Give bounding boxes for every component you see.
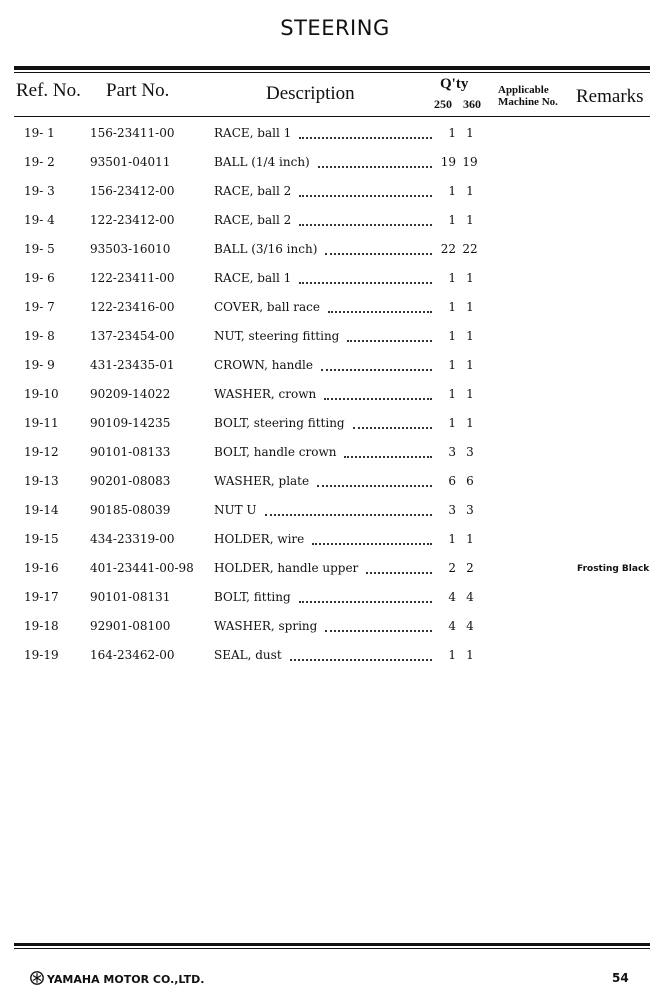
description <box>214 126 432 140</box>
table-row <box>0 184 670 213</box>
ref-no: 19-10 <box>24 387 59 401</box>
qty-250: 2 <box>448 561 456 575</box>
qty-250: 1 <box>448 271 456 285</box>
qty-360: 19 <box>462 155 478 169</box>
ref-no: 19- 5 <box>24 242 55 256</box>
part-no: 90101-08131 <box>90 590 171 604</box>
table-header <box>0 70 670 116</box>
description <box>214 416 432 430</box>
leader-dots <box>347 329 432 342</box>
part-no: 401-23441-00-98 <box>90 561 194 575</box>
description-text: RACE, ball 1 <box>214 271 292 285</box>
description-text: WASHER, spring <box>214 619 318 633</box>
description-text: HOLDER, wire <box>214 532 305 546</box>
part-no: 93503-16010 <box>90 242 171 256</box>
description-text: RACE, ball 2 <box>214 213 292 227</box>
description-text: BOLT, fitting <box>214 590 291 604</box>
qty-360: 1 <box>466 126 474 140</box>
qty-360: 1 <box>466 213 474 227</box>
header-bottom-rule <box>14 116 650 117</box>
description-text: CROWN, handle <box>214 358 313 372</box>
ref-no: 19-14 <box>24 503 59 517</box>
qty-360: 1 <box>466 184 474 198</box>
description <box>214 300 432 314</box>
table-row <box>0 532 670 561</box>
footer-rule <box>14 943 650 946</box>
table-row <box>0 416 670 445</box>
table-row <box>0 242 670 271</box>
qty-250: 1 <box>448 416 456 430</box>
qty-360: 1 <box>466 387 474 401</box>
description-text: HOLDER, handle upper <box>214 561 359 575</box>
ref-no: 19- 7 <box>24 300 55 314</box>
header-qty-250: 250 <box>434 97 452 111</box>
ref-no: 19-16 <box>24 561 59 575</box>
description <box>214 358 432 372</box>
leader-dots <box>265 503 432 516</box>
part-no: 122-23411-00 <box>90 271 175 285</box>
description <box>214 184 432 198</box>
part-no: 90209-14022 <box>90 387 171 401</box>
header-remarks: Remarks <box>576 86 644 107</box>
table-row <box>0 648 670 677</box>
table-row <box>0 358 670 387</box>
part-no: 137-23454-00 <box>90 329 175 343</box>
ref-no: 19-19 <box>24 648 59 662</box>
company-name: YAMAHA MOTOR CO.,LTD. <box>47 973 205 986</box>
description <box>214 532 432 546</box>
part-no: 431-23435-01 <box>90 358 175 372</box>
ref-no: 19-11 <box>24 416 59 430</box>
description-text: BALL (1/4 inch) <box>214 155 310 169</box>
qty-250: 1 <box>448 300 456 314</box>
table-row <box>0 561 670 590</box>
qty-250: 1 <box>448 126 456 140</box>
qty-360: 6 <box>466 474 474 488</box>
ref-no: 19- 3 <box>24 184 55 198</box>
description <box>214 445 432 459</box>
header-ref-no: Ref. No. <box>16 80 81 101</box>
table-row <box>0 387 670 416</box>
ref-no: 19-17 <box>24 590 59 604</box>
part-no: 90109-14235 <box>90 416 171 430</box>
qty-360: 4 <box>466 590 474 604</box>
description <box>214 503 432 517</box>
table-row <box>0 590 670 619</box>
description <box>214 329 432 343</box>
qty-360: 1 <box>466 300 474 314</box>
company-footer <box>30 971 204 988</box>
qty-360: 1 <box>466 416 474 430</box>
description-text: BOLT, steering fitting <box>214 416 345 430</box>
part-no: 434-23319-00 <box>90 532 175 546</box>
ref-no: 19-15 <box>24 532 59 546</box>
leader-dots <box>312 532 432 545</box>
table-row <box>0 474 670 503</box>
qty-360: 1 <box>466 648 474 662</box>
part-no: 164-23462-00 <box>90 648 175 662</box>
leader-dots <box>299 590 432 603</box>
description <box>214 242 432 256</box>
part-no: 90101-08133 <box>90 445 171 459</box>
header-machine-no: Machine No. <box>498 96 558 108</box>
ref-no: 19- 6 <box>24 271 55 285</box>
parts-table <box>0 126 670 677</box>
description <box>214 213 432 227</box>
table-row <box>0 155 670 184</box>
header-qty-360: 360 <box>463 97 481 111</box>
leader-dots <box>321 358 432 371</box>
leader-dots <box>325 619 432 632</box>
page-number: 54 <box>612 971 629 985</box>
qty-360: 3 <box>466 503 474 517</box>
qty-360: 1 <box>466 329 474 343</box>
leader-dots <box>299 126 432 139</box>
part-no: 90201-08083 <box>90 474 171 488</box>
leader-dots <box>344 445 432 458</box>
description <box>214 474 432 488</box>
ref-no: 19- 9 <box>24 358 55 372</box>
qty-360: 3 <box>466 445 474 459</box>
part-no: 92901-08100 <box>90 619 171 633</box>
leader-dots <box>290 648 432 661</box>
description-text: COVER, ball race <box>214 300 320 314</box>
table-row <box>0 503 670 532</box>
ref-no: 19- 8 <box>24 329 55 343</box>
qty-250: 1 <box>448 213 456 227</box>
leader-dots <box>328 300 432 313</box>
description-text: WASHER, plate <box>214 474 310 488</box>
leader-dots <box>353 416 432 429</box>
description-text: BALL (3/16 inch) <box>214 242 318 256</box>
part-no: 156-23412-00 <box>90 184 175 198</box>
table-row <box>0 271 670 300</box>
qty-250: 3 <box>448 503 456 517</box>
leader-dots <box>299 184 432 197</box>
ref-no: 19-12 <box>24 445 59 459</box>
qty-360: 1 <box>466 358 474 372</box>
qty-250: 4 <box>448 619 456 633</box>
qty-250: 19 <box>440 155 456 169</box>
header-part-no: Part No. <box>106 80 170 101</box>
description-text: BOLT, handle crown <box>214 445 337 459</box>
part-no: 122-23416-00 <box>90 300 175 314</box>
qty-360: 1 <box>466 532 474 546</box>
description <box>214 387 432 401</box>
description-text: RACE, ball 2 <box>214 184 292 198</box>
page-title: STEERING <box>280 16 390 40</box>
part-no: 93501-04011 <box>90 155 171 169</box>
ref-no: 19-18 <box>24 619 59 633</box>
leader-dots <box>318 155 432 168</box>
leader-dots <box>317 474 432 487</box>
table-row <box>0 213 670 242</box>
qty-360: 4 <box>466 619 474 633</box>
leader-dots <box>366 561 432 574</box>
description <box>214 271 432 285</box>
qty-250: 22 <box>440 242 456 256</box>
leader-dots <box>324 387 432 400</box>
qty-250: 1 <box>448 358 456 372</box>
qty-250: 6 <box>448 474 456 488</box>
yamaha-logo-icon <box>30 971 44 988</box>
qty-250: 3 <box>448 445 456 459</box>
table-row <box>0 445 670 474</box>
description-text: NUT U <box>214 503 257 517</box>
qty-250: 4 <box>448 590 456 604</box>
part-no: 90185-08039 <box>90 503 171 517</box>
qty-250: 1 <box>448 184 456 198</box>
description <box>214 590 432 604</box>
qty-250: 1 <box>448 532 456 546</box>
qty-360: 1 <box>466 271 474 285</box>
ref-no: 19-13 <box>24 474 59 488</box>
leader-dots <box>299 213 432 226</box>
header-qty: Q'ty <box>440 76 469 92</box>
leader-dots <box>325 242 432 255</box>
description <box>214 561 432 575</box>
footer-rule-thin <box>14 948 650 949</box>
table-row <box>0 300 670 329</box>
ref-no: 19- 2 <box>24 155 55 169</box>
description-text: SEAL, dust <box>214 648 282 662</box>
part-no: 122-23412-00 <box>90 213 175 227</box>
description-text: WASHER, crown <box>214 387 317 401</box>
description-text: RACE, ball 1 <box>214 126 292 140</box>
ref-no: 19- 1 <box>24 126 55 140</box>
remarks: Frosting Black <box>577 564 650 574</box>
description <box>214 155 432 169</box>
qty-360: 2 <box>466 561 474 575</box>
ref-no: 19- 4 <box>24 213 55 227</box>
description-text: NUT, steering fitting <box>214 329 340 343</box>
qty-250: 1 <box>448 648 456 662</box>
description <box>214 648 432 662</box>
header-description: Description <box>266 83 355 104</box>
qty-250: 1 <box>448 329 456 343</box>
table-row <box>0 619 670 648</box>
table-row <box>0 126 670 155</box>
table-row <box>0 329 670 358</box>
part-no: 156-23411-00 <box>90 126 175 140</box>
description <box>214 619 432 633</box>
leader-dots <box>299 271 432 284</box>
header-applicable: Applicable <box>498 84 549 96</box>
qty-360: 22 <box>462 242 478 256</box>
qty-250: 1 <box>448 387 456 401</box>
